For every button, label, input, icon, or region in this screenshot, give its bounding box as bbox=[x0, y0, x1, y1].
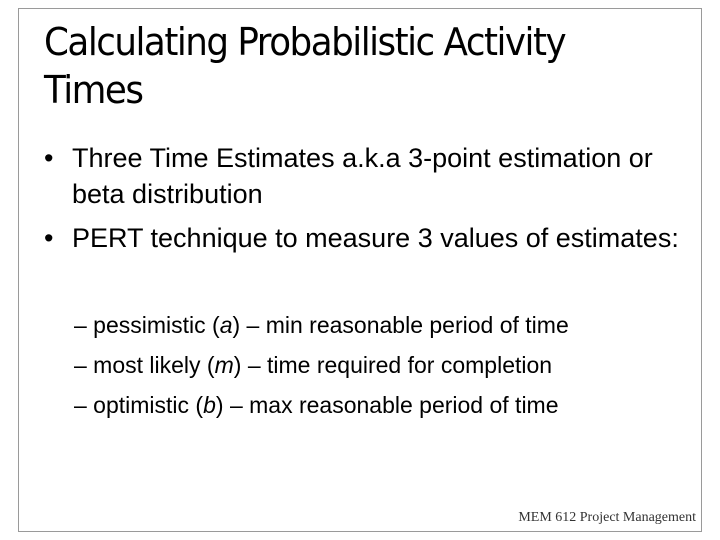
bullet-text: PERT technique to measure 3 values of estimates: bbox=[72, 223, 679, 253]
sub-bullet-text: pessimistic ( bbox=[86, 312, 220, 338]
sub-bullet-item bbox=[74, 345, 694, 385]
sub-bullet-dash: – bbox=[74, 312, 87, 338]
sub-bullet-text: ) – min reasonable period of time bbox=[232, 312, 569, 338]
sub-bullet-text: most likely ( bbox=[86, 352, 215, 378]
sub-bullet-list bbox=[74, 305, 694, 425]
bullet-item bbox=[44, 140, 694, 212]
sub-bullet-dash: – bbox=[74, 352, 87, 378]
sub-bullet-text: optimistic ( bbox=[86, 392, 204, 418]
sub-bullet-dash: – bbox=[74, 392, 87, 418]
sub-bullet-text: ) – time required for completion bbox=[233, 352, 553, 378]
sub-bullet-variable: m bbox=[214, 352, 234, 378]
bullet-list bbox=[44, 140, 694, 264]
sub-bullet-item bbox=[74, 385, 694, 425]
bullet-marker: • bbox=[44, 223, 54, 253]
sub-bullet-variable: a bbox=[219, 312, 233, 338]
slide-footer: MEM 612 Project Management bbox=[518, 510, 696, 525]
sub-bullet-text: ) – max reasonable period of time bbox=[215, 392, 559, 418]
slide-title: Calculating Probabilistic Activity Times bbox=[44, 20, 566, 112]
bullet-marker: • bbox=[44, 143, 54, 173]
sub-bullet-variable: b bbox=[203, 392, 216, 418]
bullet-item bbox=[44, 220, 694, 256]
bullet-text: Three Time Estimates a.k.a 3-point estimation or beta distribution bbox=[72, 143, 653, 209]
sub-bullet-item bbox=[74, 305, 694, 345]
